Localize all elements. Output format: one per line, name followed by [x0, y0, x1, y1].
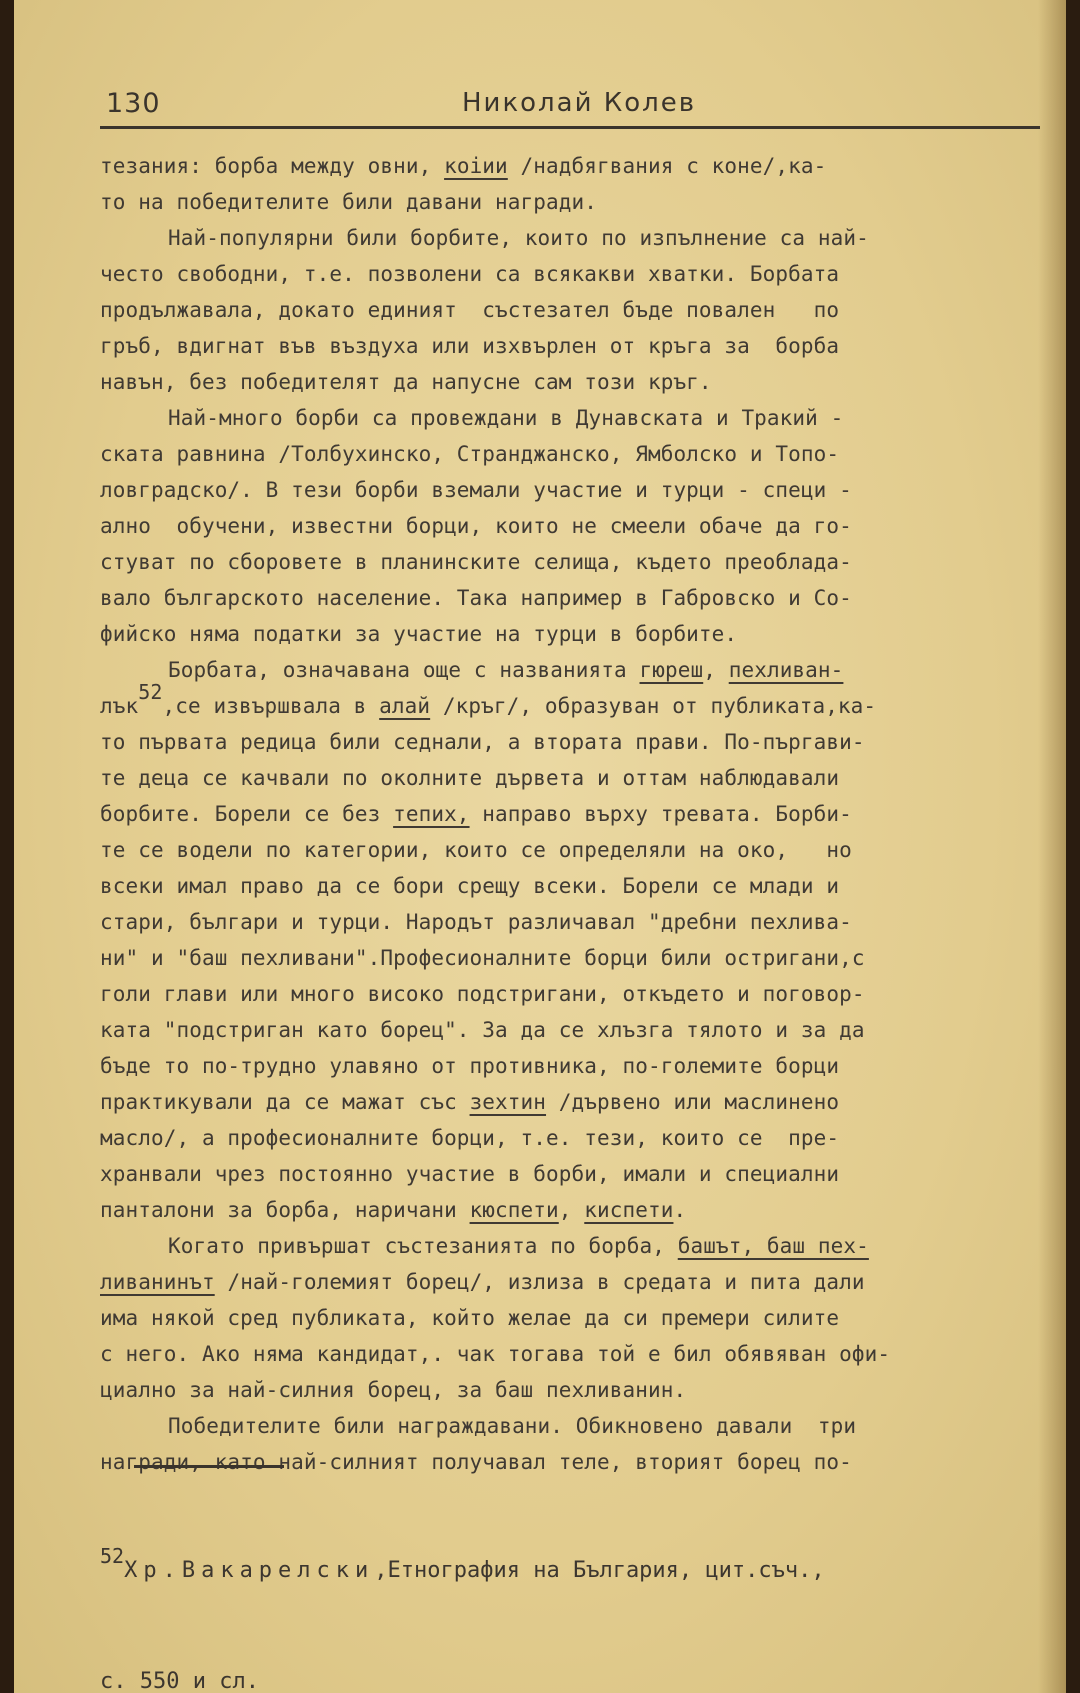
text-run: вало българското население. Така например в Габровско и Со- — [100, 586, 852, 610]
text-line — [100, 1012, 1060, 1048]
text-line — [100, 256, 1060, 292]
text-run: всеки имал право да се бори срещу всеки. Борели се млади и — [100, 874, 840, 898]
text-line — [100, 1372, 1060, 1408]
text-run: то на победителите били давани награди. — [100, 190, 597, 214]
underlined-term: киспети — [584, 1198, 674, 1222]
text-run: има някой сред публиката, който желае да си премери силите — [100, 1306, 840, 1330]
text-run: стари, българи и турци. Народът различавал "дребни пехлива- — [100, 910, 852, 934]
footnote-author: Хр.Вакарелски — [124, 1558, 375, 1583]
text-line — [100, 868, 1060, 904]
text-line — [100, 328, 1060, 364]
underlined-term: гюреш — [639, 658, 704, 682]
text-run: /дървено или маслинено — [546, 1090, 840, 1114]
text-line — [100, 724, 1060, 760]
text-line — [100, 1264, 1060, 1300]
text-run: хранвали чрез постоянно участие в борби, имали и специални — [100, 1162, 840, 1186]
text-run: фийско няма податки за участие на турци в борбите. — [100, 622, 738, 646]
page-header — [100, 78, 1040, 129]
text-line — [100, 364, 1060, 400]
text-line — [100, 1300, 1060, 1336]
text-run: тезания: борба между овни, — [100, 154, 445, 178]
text-run: те се водели по категории, които се определяли на око, но — [100, 838, 852, 862]
footnote — [100, 1475, 1060, 1693]
text-line — [100, 580, 1060, 616]
text-line — [100, 832, 1060, 868]
underlined-term: алай — [379, 694, 431, 718]
text-run: направо върху тревата. Борби- — [469, 802, 852, 826]
text-line — [100, 220, 1060, 256]
text-line — [100, 292, 1060, 328]
text-line — [100, 760, 1060, 796]
text-line — [100, 1156, 1060, 1192]
underlined-term: кюспети — [469, 1198, 559, 1222]
text-run: масло/, а професионалните борци, т.е. тези, които се пре- — [100, 1126, 840, 1150]
text-line — [100, 1120, 1060, 1156]
text-line — [100, 1336, 1060, 1372]
text-line — [100, 904, 1060, 940]
text-run: лък — [100, 694, 139, 718]
footnote-line-2: с. 550 и сл. — [100, 1669, 259, 1693]
text-run: борбите. Борели се без — [100, 802, 394, 826]
text-run: ловградско/. В тези борби вземали участие и турци - специ - — [100, 478, 852, 502]
text-run: панталони за борба, наричани — [100, 1198, 470, 1222]
text-run: награди, като най-силният получавал теле, вторият борец по- — [100, 1450, 852, 1474]
text-line — [100, 1228, 1060, 1264]
text-run: практикували да се мажат със — [100, 1090, 470, 1114]
text-run: голи глави или много високо подстригани, откъдето и поговор- — [100, 982, 865, 1006]
underlined-term: башът, баш пех- — [677, 1234, 869, 1258]
text-line — [100, 148, 1060, 184]
text-run: бъде то по-трудно улавяно от противника, по-големите борци — [100, 1054, 840, 1078]
text-line — [100, 1084, 1060, 1120]
text-run: продължавала, докато единият състезател бъде повален по — [100, 298, 840, 322]
text-line — [100, 680, 1060, 724]
text-run: навън, без победителят да напусне сам този кръг. — [100, 370, 712, 394]
text-run: Най-много борби са провеждани в Дунавската и Тракий - — [168, 406, 844, 430]
text-run: стуват по сборовете в планинските селища, където преоблада- — [100, 550, 852, 574]
text-run: ално обучени, известни борци, които не смеели обаче да го- — [100, 514, 852, 538]
footnote-line-1 — [100, 1544, 1060, 1587]
text-run: Най-популярни били борбите, които по изпълнение са най- — [168, 226, 869, 250]
running-title: Николай Колев — [462, 88, 697, 118]
text-line — [100, 940, 1060, 976]
underlined-term: тепих, — [393, 802, 470, 826]
text-run: /най-големият борец/, излиза в средата и пита дали — [214, 1270, 865, 1294]
text-run: циално за най-силния борец, за баш пехливанин. — [100, 1378, 687, 1402]
text-run: ската равнина /Толбухинско, Странджанско, Ямболско и Топо- — [100, 442, 840, 466]
text-run: /кръг/, образуван от публиката,ка- — [430, 694, 877, 718]
page-number: 130 — [106, 88, 161, 119]
text-run: с него. Ако няма кандидат,. чак тогава той е бил обявяван офи- — [100, 1342, 891, 1366]
underlined-term: зехтин — [469, 1090, 547, 1114]
text-line — [100, 1408, 1060, 1444]
underlined-term: коiии — [444, 154, 508, 178]
text-line — [100, 184, 1060, 220]
text-line — [100, 508, 1060, 544]
underlined-term: ливанинът — [100, 1270, 215, 1294]
text-run: гръб, вдигнат във въздуха или изхвърлен от кръга за борба — [100, 334, 840, 358]
text-run: /надбягвания с коне/,ка- — [507, 154, 827, 178]
footnote-number: 52 — [100, 1544, 125, 1568]
footnote-rule — [134, 1465, 284, 1468]
body-text — [100, 148, 1060, 1480]
text-line — [100, 796, 1060, 832]
text-line — [100, 436, 1060, 472]
text-run: ни" и "баш пехливани".Професионалните борци били остригани,с — [100, 946, 865, 970]
text-run: ката "подстриган като борец". За да се хлъзга тялото и за да — [100, 1018, 865, 1042]
footnote-citation: ,Етнография на България, цит.съч., — [374, 1558, 825, 1583]
text-line — [100, 400, 1060, 436]
text-run: , — [703, 658, 729, 682]
underlined-term: пехливан- — [728, 658, 844, 682]
text-run: те деца се качвали по околните дървета и оттам наблюдавали — [100, 766, 840, 790]
text-run: то първата редица били седнали, а втората прави. По-пъргави- — [100, 730, 865, 754]
page — [14, 0, 1066, 1693]
text-run: Когато привършат състезанията по борба, — [168, 1234, 678, 1258]
text-line — [100, 652, 1060, 688]
text-run: често свободни, т.е. позволени са всякакви хватки. Борбата — [100, 262, 840, 286]
text-run: ,се извършвала в — [162, 694, 380, 718]
text-run: , — [558, 1198, 585, 1222]
text-line — [100, 1192, 1060, 1228]
text-line — [100, 544, 1060, 580]
text-line — [100, 616, 1060, 652]
text-run: . — [673, 1198, 687, 1222]
text-run: Борбата, означавана още с названията — [168, 658, 640, 682]
footnote-ref: 52 — [138, 680, 163, 704]
text-run: Победителите били награждавани. Обикновено давали три — [168, 1414, 857, 1438]
text-line — [100, 976, 1060, 1012]
text-line — [100, 1048, 1060, 1084]
text-line — [100, 472, 1060, 508]
